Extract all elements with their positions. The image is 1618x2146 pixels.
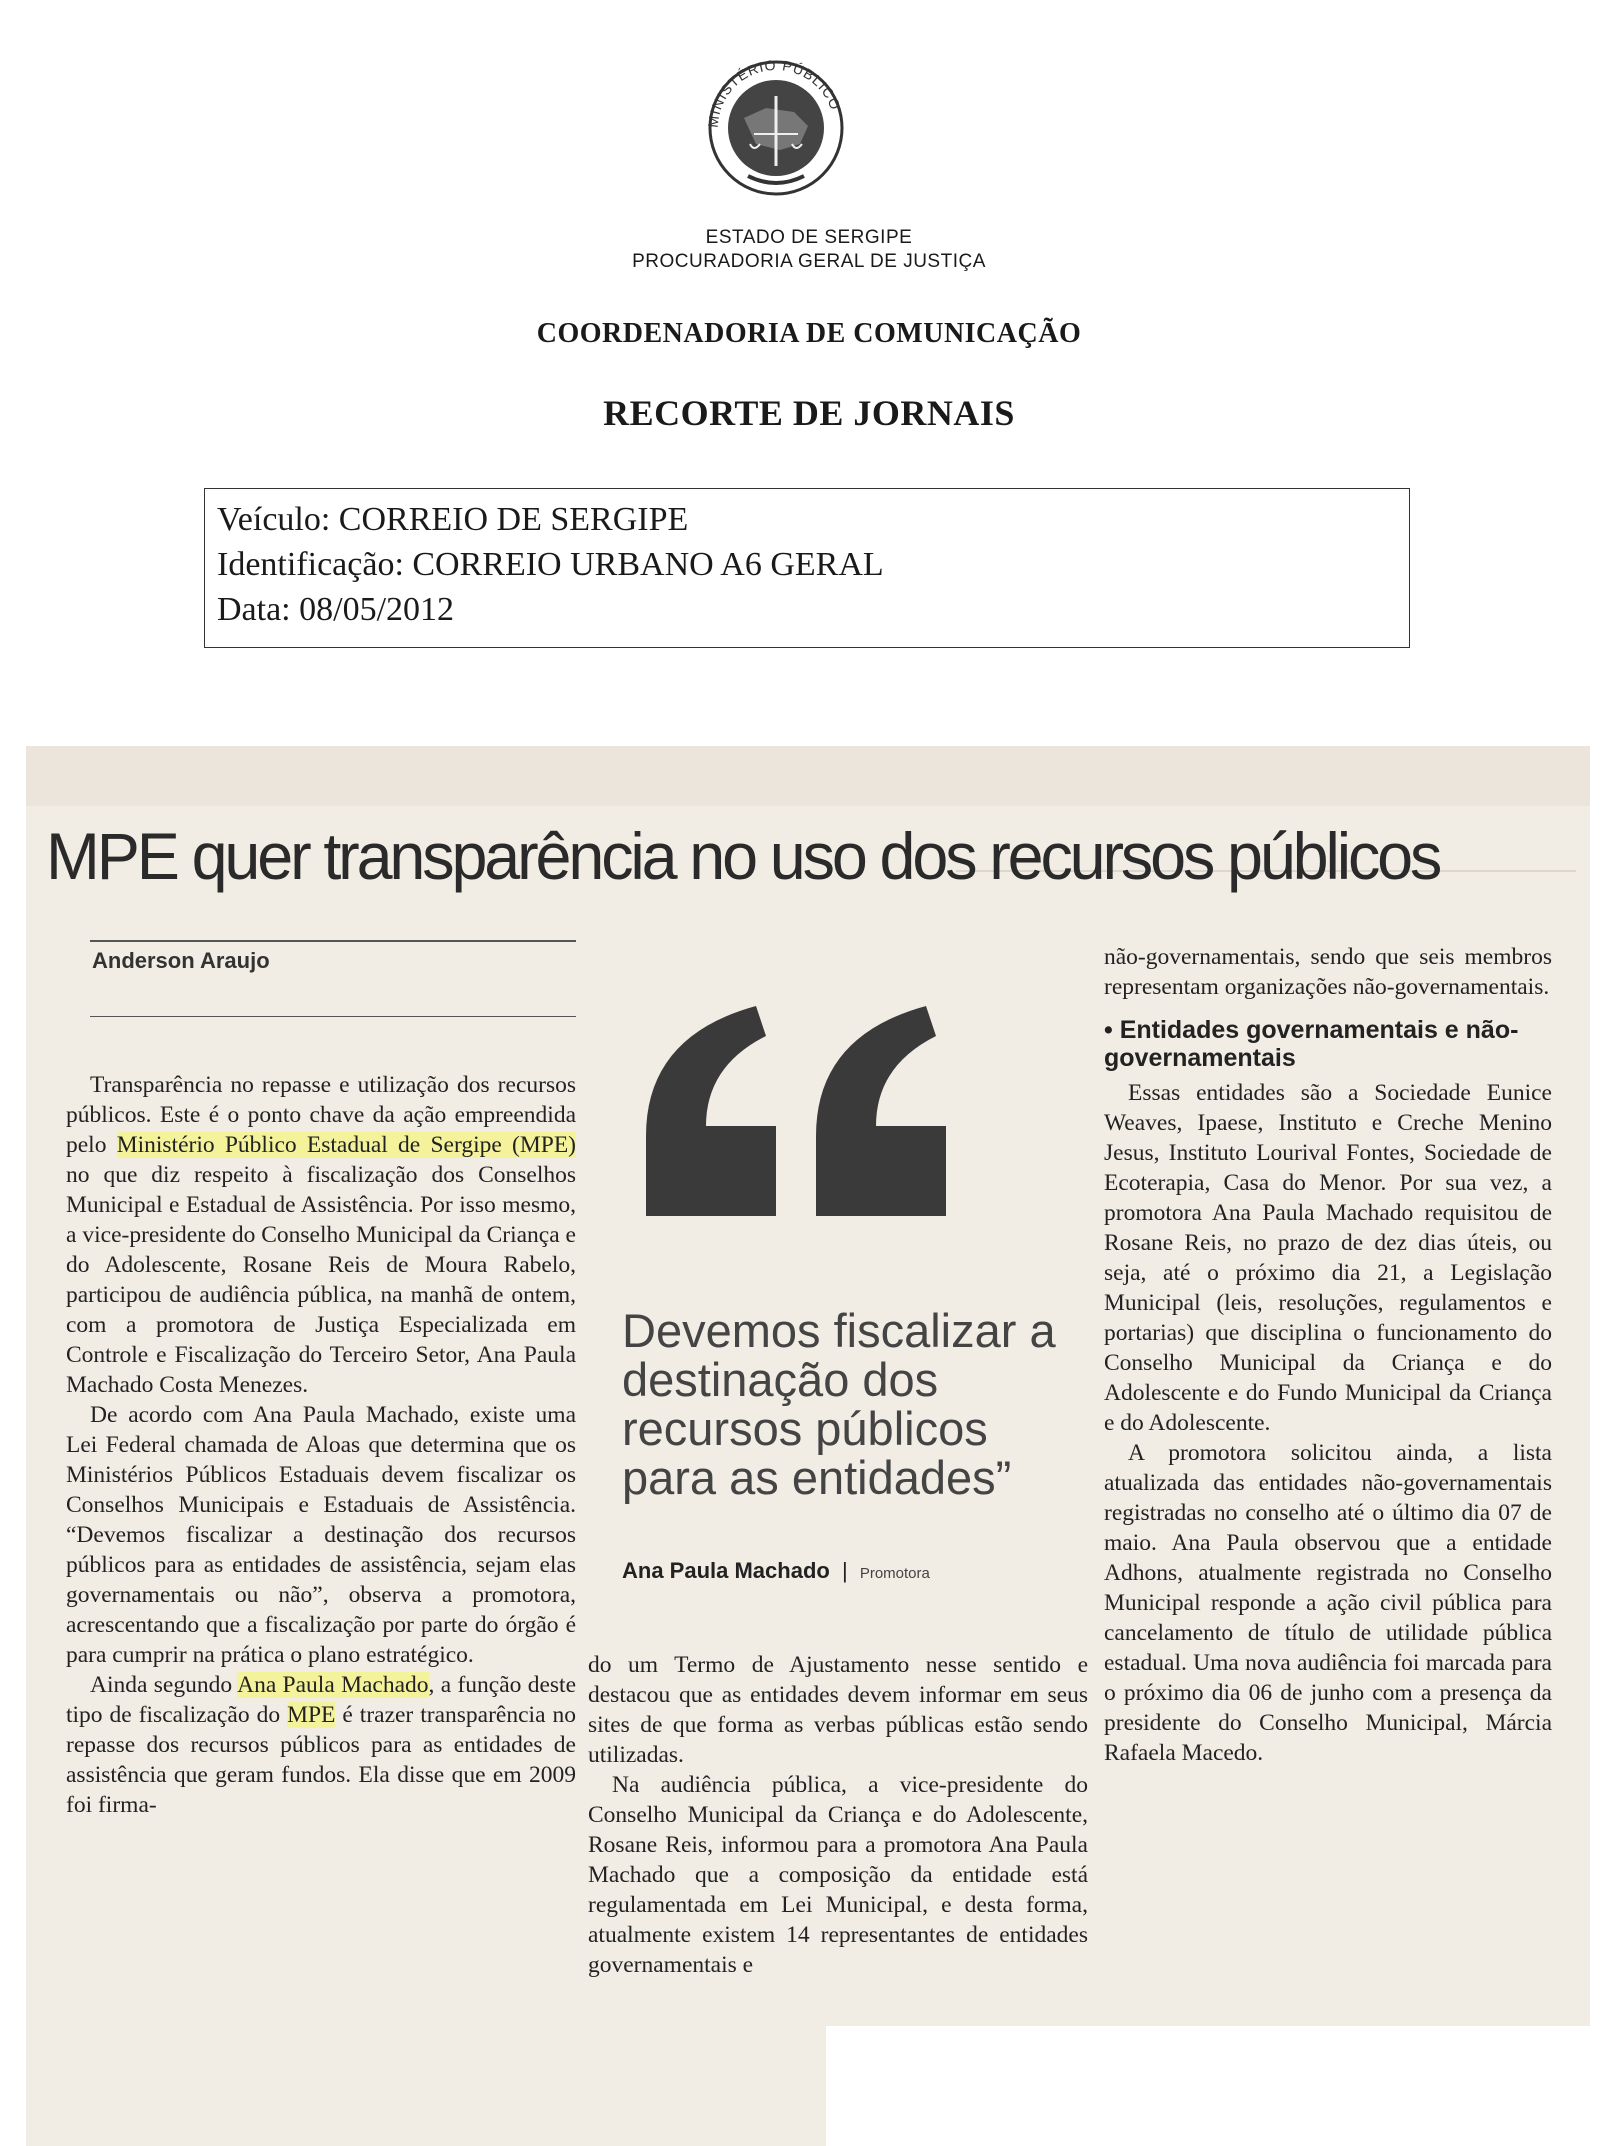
col1-p1-highlight: Ministério Público Estadual de Sergipe (MPE) <box>116 1132 577 1158</box>
pull-quote-role: Promotora <box>859 1565 930 1582</box>
data-line: Data: 08/05/2012 <box>217 591 455 628</box>
newspaper-clipping <box>26 746 1590 2146</box>
col1-p1-text-b: no que diz respeito à fiscalização dos Conselhos Municipal e Estadual de Assistência. Por isso mesmo, a vice-presidente do Conselho Municipal da Criança e do Adolescente, Rosane Reis de Moura Rabelo, participou de audiência pública, na manhã de ontem, com a promotora de Justiça Especializada em Controle e Fiscalização do Terceiro Setor, Ana Paula Machado Costa Menezes. <box>66 1162 576 1398</box>
byline-top-rule <box>90 940 576 942</box>
article-byline: Anderson Araujo <box>92 948 270 973</box>
clipping-cut-area <box>826 2026 1590 2146</box>
col3-subheading: • Entidades governamentais e não-governamentais <box>1104 1016 1519 1072</box>
byline-bottom-rule <box>90 1016 576 1017</box>
quote-open-icon <box>626 996 966 1226</box>
seal-text: MINISTÉRIO PÚBLICO <box>704 56 844 129</box>
pull-quote-author: Ana Paula Machado <box>622 1558 830 1583</box>
col3-paragraph-0: não-governamentais, sendo que seis membros representam organizações não-governamentais. <box>1104 944 1552 1000</box>
veiculo-line: Veículo: CORREIO DE SERGIPE <box>217 501 689 538</box>
institution-header <box>0 226 1618 274</box>
procuradoria-name: PROCURADORIA GERAL DE JUSTIÇA <box>632 251 986 272</box>
col3-paragraph-2: A promotora solicitou ainda, a lista atualizada das entidades não-governamentais registradas no conselho até o último dia 07 de maio. Ana Paula observou que a entidade Adhons, atualmente registrada no Conselho Municipal responde a ação civil pública para cancelamento de título de utilidade pública estadual. Uma nova audiência foi marcada para o próximo dia 06 de junho com a presença da presidente do Conselho Municipal, Márcia Rafaela Macedo. <box>1104 1440 1552 1766</box>
col3-paragraph-1: Essas entidades são a Sociedade Eunice Weaves, Ipaese, Instituto e Creche Menino Jesus, Instituto Lourival Fontes, Sociedade de Ecoterapia, Casa do Menor. Por sua vez, a promotora Ana Paula Machado requisitou de Rosane Reis, no prazo de dez dias úteis, ou seja, até o próximo dia 21, a Legislação Municipal (leis, resoluções, regulamentos e portarias) que disciplina o funcionamento do Conselho Municipal da Criança e do Adolescente e do Fundo Municipal da Criança e do Adolescente. <box>1104 1080 1552 1436</box>
document-title: RECORTE DE JORNAIS <box>603 393 1015 433</box>
col1-p3-text-a: Ainda segundo <box>90 1672 238 1698</box>
col1-paragraph-1 <box>66 1070 576 1400</box>
article-column-3 <box>1104 942 1552 1768</box>
identificacao-line: Identificação: CORREIO URBANO A6 GERAL <box>217 546 884 583</box>
pull-quote-separator: | <box>841 1558 848 1583</box>
col1-p3-text-b: , a função deste tipo de fiscalização do <box>66 1672 576 1728</box>
article-headline: MPE quer transparência no uso dos recursos públicos <box>46 819 1440 893</box>
col2-paragraph-1: do um Termo de Ajustamento nesse sentido e destacou que as entidades devem informar em seus sites de que forma as verbas públicas estão sendo utilizadas. <box>588 1652 1088 1768</box>
col2-paragraph-2: Na audiência pública, a vice-presidente do Conselho Municipal da Criança e do Adolescente, Rosane Reis, informou para a promotora Ana Paula Machado que a composição da entidade está regulamentada em Lei Municipal, e desta forma, atualmente existem 14 representantes de entidades governamentais e <box>588 1772 1088 1978</box>
ministerio-publico-seal <box>696 48 856 200</box>
article-column-1 <box>66 1070 576 1820</box>
pull-quote-attribution <box>622 1558 930 1584</box>
article-column-2 <box>588 1650 1088 1980</box>
col1-p3-highlight-2: MPE <box>287 1702 336 1728</box>
pull-quote: Devemos fiscalizar a destinação dos recursos públicos para as entidades” <box>622 1304 1056 1504</box>
col1-paragraph-2: De acordo com Ana Paula Machado, existe uma Lei Federal chamada de Aloas que determina que os Ministérios Públicos Estaduais devem fiscalizar os Conselhos Municipais e Estaduais de Assistência. “Devemos fiscalizar a destinação dos recursos públicos para as entidades de assistência, sejam elas governamentais ou não”, observa a promotora, acrescentando que a fiscalização por parte do órgão é para cumprir na prática o plano estratégico. <box>66 1402 576 1668</box>
department-title: COORDENADORIA DE COMUNICAÇÃO <box>536 318 1082 349</box>
col1-paragraph-3 <box>66 1670 576 1820</box>
clipping-top-strip <box>26 746 1590 806</box>
col1-p1-text-a: Transparência no repasse e utilização dos recursos públicos. Este é o ponto chave da ação empreendida pelo <box>66 1072 576 1158</box>
clipping-info-box <box>204 488 1410 648</box>
col1-p3-highlight-1: Ana Paula Machado <box>237 1672 429 1698</box>
col1-p3-text-c: é trazer transparência no repasse dos recursos públicos para as entidades de assistência que geram fundos. Ela disse que em 2009 foi firma- <box>66 1702 576 1818</box>
state-name: ESTADO DE SERGIPE <box>705 227 913 248</box>
